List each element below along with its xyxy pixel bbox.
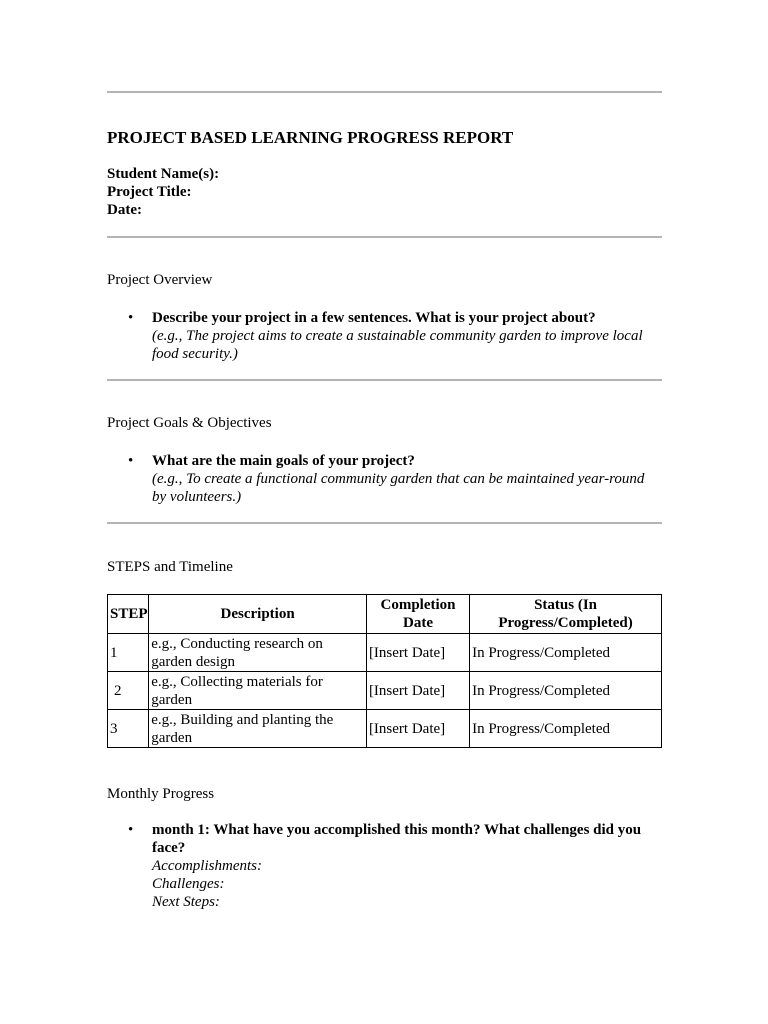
completion-date-cell: [Insert Date] (366, 634, 469, 672)
bullet-icon: • (128, 453, 134, 469)
horizontal-rule (107, 522, 662, 524)
column-header-completion-date: Completion Date (366, 595, 469, 634)
horizontal-rule (107, 236, 662, 238)
overview-example: (e.g., The project aims to create a sustainable community garden to improve local food security.) (152, 328, 643, 362)
column-header-step: STEP (108, 595, 149, 634)
goals-example: (e.g., To create a functional community garden that can be maintained year-round by volunteers.) (152, 471, 645, 505)
completion-date-cell: [Insert Date] (366, 672, 469, 710)
horizontal-rule (107, 91, 662, 93)
project-title-label: Project Title: (107, 184, 192, 200)
description-cell: e.g., Conducting research on garden design (149, 634, 367, 672)
step-number-cell: 2 (108, 672, 149, 710)
next-steps-label: Next Steps: (152, 894, 220, 910)
description-cell: e.g., Building and planting the garden (149, 710, 367, 748)
column-header-description: Description (149, 595, 367, 634)
overview-question: Describe your project in a few sentences. What is your project about? (152, 310, 596, 326)
column-header-status: Status (In Progress/Completed) (470, 595, 662, 634)
completion-date-cell: [Insert Date] (366, 710, 469, 748)
overview-heading: Project Overview (107, 272, 213, 288)
step-number-cell: 3 (108, 710, 149, 748)
bullet-icon: • (128, 822, 134, 838)
description-cell: e.g., Collecting materials for garden (149, 672, 367, 710)
table-header-row (108, 595, 662, 634)
table-row (108, 634, 662, 672)
challenges-label: Challenges: (152, 876, 225, 892)
goals-question: What are the main goals of your project? (152, 453, 415, 469)
status-cell: In Progress/Completed (470, 634, 662, 672)
monthly-heading: Monthly Progress (107, 786, 215, 802)
accomplishments-label: Accomplishments: (152, 858, 262, 874)
steps-table (107, 594, 662, 748)
report-title: PROJECT BASED LEARNING PROGRESS REPORT (107, 128, 514, 147)
status-cell: In Progress/Completed (470, 672, 662, 710)
table-row (108, 672, 662, 710)
monthly-question: month 1: What have you accomplished this month? What challenges did you face? (152, 822, 642, 856)
horizontal-rule (107, 379, 662, 381)
status-cell: In Progress/Completed (470, 710, 662, 748)
bullet-icon: • (128, 310, 134, 326)
table-row (108, 710, 662, 748)
steps-heading: STEPS and Timeline (107, 559, 233, 575)
date-label: Date: (107, 202, 142, 218)
student-names-label: Student Name(s): (107, 166, 220, 182)
step-number-cell: 1 (108, 634, 149, 672)
goals-heading: Project Goals & Objectives (107, 415, 272, 431)
